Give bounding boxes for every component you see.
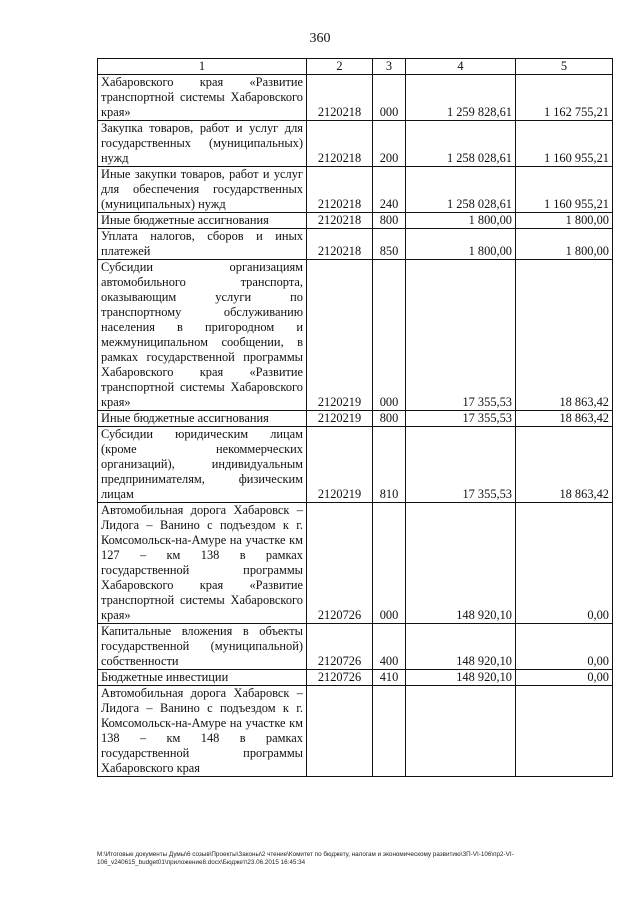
amount-col4: 1 800,00 xyxy=(406,229,516,260)
expense-type: 200 xyxy=(373,121,406,167)
target-code: 2120218 xyxy=(307,213,373,229)
amount-col5: 1 160 955,21 xyxy=(516,121,613,167)
target-code: 2120218 xyxy=(307,121,373,167)
expense-type xyxy=(373,686,406,777)
amount-col5: 0,00 xyxy=(516,670,613,686)
amount-col5: 1 800,00 xyxy=(516,229,613,260)
row-name: Бюджетные инвестиции xyxy=(98,670,307,686)
amount-col4 xyxy=(406,686,516,777)
amount-col5: 18 863,42 xyxy=(516,427,613,503)
target-code: 2120218 xyxy=(307,167,373,213)
amount-col4: 1 258 028,61 xyxy=(406,167,516,213)
row-name: Автомобильная дорога Хабаровск – Лидога – Ванино с подъездом к г. Комсомольск-на-Амуре на участке км 127 – км 138 в рамках государственной программы Хабаровского края «Развитие транспортной системы Хабаровского края» xyxy=(98,503,307,624)
expense-type: 000 xyxy=(373,503,406,624)
row-name: Иные бюджетные ассигнования xyxy=(98,411,307,427)
page-number: 360 xyxy=(309,31,331,46)
table-row xyxy=(98,670,613,686)
column-header: 1 xyxy=(98,59,307,75)
amount-col5: 0,00 xyxy=(516,503,613,624)
table-header-row xyxy=(98,59,613,75)
expense-type: 000 xyxy=(373,75,406,121)
target-code xyxy=(307,686,373,777)
amount-col5: 18 863,42 xyxy=(516,411,613,427)
expense-type: 800 xyxy=(373,213,406,229)
expense-type: 240 xyxy=(373,167,406,213)
amount-col4: 148 920,10 xyxy=(406,670,516,686)
table-row xyxy=(98,624,613,670)
amount-col5: 1 162 755,21 xyxy=(516,75,613,121)
table-row xyxy=(98,121,613,167)
amount-col4: 1 259 828,61 xyxy=(406,75,516,121)
expense-type: 810 xyxy=(373,427,406,503)
row-name: Хабаровского края «Развитие транспортной системы Хабаровского края» xyxy=(98,75,307,121)
table-row xyxy=(98,167,613,213)
target-code: 2120218 xyxy=(307,229,373,260)
target-code: 2120726 xyxy=(307,624,373,670)
table-row xyxy=(98,503,613,624)
amount-col5: 1 160 955,21 xyxy=(516,167,613,213)
target-code: 2120726 xyxy=(307,503,373,624)
row-name: Иные бюджетные ассигнования xyxy=(98,213,307,229)
table-row xyxy=(98,213,613,229)
row-name: Закупка товаров, работ и услуг для государственных (муниципальных) нужд xyxy=(98,121,307,167)
amount-col5: 18 863,42 xyxy=(516,260,613,411)
expense-type: 000 xyxy=(373,260,406,411)
expense-type: 410 xyxy=(373,670,406,686)
table-row xyxy=(98,411,613,427)
column-header: 4 xyxy=(406,59,516,75)
amount-col4: 148 920,10 xyxy=(406,624,516,670)
expense-type: 800 xyxy=(373,411,406,427)
table-row xyxy=(98,229,613,260)
amount-col5: 0,00 xyxy=(516,624,613,670)
column-header: 3 xyxy=(373,59,406,75)
budget-table xyxy=(97,58,613,777)
amount-col5 xyxy=(516,686,613,777)
amount-col4: 17 355,53 xyxy=(406,427,516,503)
row-name: Автомобильная дорога Хабаровск – Лидога – Ванино с подъездом к г. Комсомольск-на-Амуре на участке км 138 – км 148 в рамках государственной программы Хабаровского края xyxy=(98,686,307,777)
target-code: 2120219 xyxy=(307,411,373,427)
amount-col4: 17 355,53 xyxy=(406,411,516,427)
row-name: Субсидии организациям автомобильного транспорта, оказывающим услуги по транспортному обслуживанию населения в пригородном и межмуниципальном сообщении, в рамках государственной программы Хабаровского края «Развитие транспортной системы Хабаровского края» xyxy=(98,260,307,411)
file-path-footer: М:\Итоговые документы Думы\6 созыв\Проекты\Законы\2 чтение\Комитет по бюджету, налогам и экономическому развитию\ЗП-VI-106\пр2-VI-106_v240615_budget01\приложение8.docx\Бюджет\23.06.2015 16:45:34 xyxy=(97,851,514,866)
amount-col4: 1 258 028,61 xyxy=(406,121,516,167)
column-header: 2 xyxy=(307,59,373,75)
table-row xyxy=(98,260,613,411)
table-row xyxy=(98,75,613,121)
column-header: 5 xyxy=(516,59,613,75)
table-row xyxy=(98,427,613,503)
target-code: 2120726 xyxy=(307,670,373,686)
amount-col4: 1 800,00 xyxy=(406,213,516,229)
table-row xyxy=(98,686,613,777)
row-name: Субсидии юридическим лицам (кроме некоммерческих организаций), индивидуальным предпринимателям, физическим лицам xyxy=(98,427,307,503)
target-code: 2120219 xyxy=(307,260,373,411)
target-code: 2120219 xyxy=(307,427,373,503)
expense-type: 850 xyxy=(373,229,406,260)
amount-col4: 17 355,53 xyxy=(406,260,516,411)
row-name: Уплата налогов, сборов и иных платежей xyxy=(98,229,307,260)
row-name: Капитальные вложения в объекты государственной (муниципальной) собственности xyxy=(98,624,307,670)
amount-col4: 148 920,10 xyxy=(406,503,516,624)
expense-type: 400 xyxy=(373,624,406,670)
amount-col5: 1 800,00 xyxy=(516,213,613,229)
row-name: Иные закупки товаров, работ и услуг для обеспечения государственных (муниципальных) нужд xyxy=(98,167,307,213)
target-code: 2120218 xyxy=(307,75,373,121)
